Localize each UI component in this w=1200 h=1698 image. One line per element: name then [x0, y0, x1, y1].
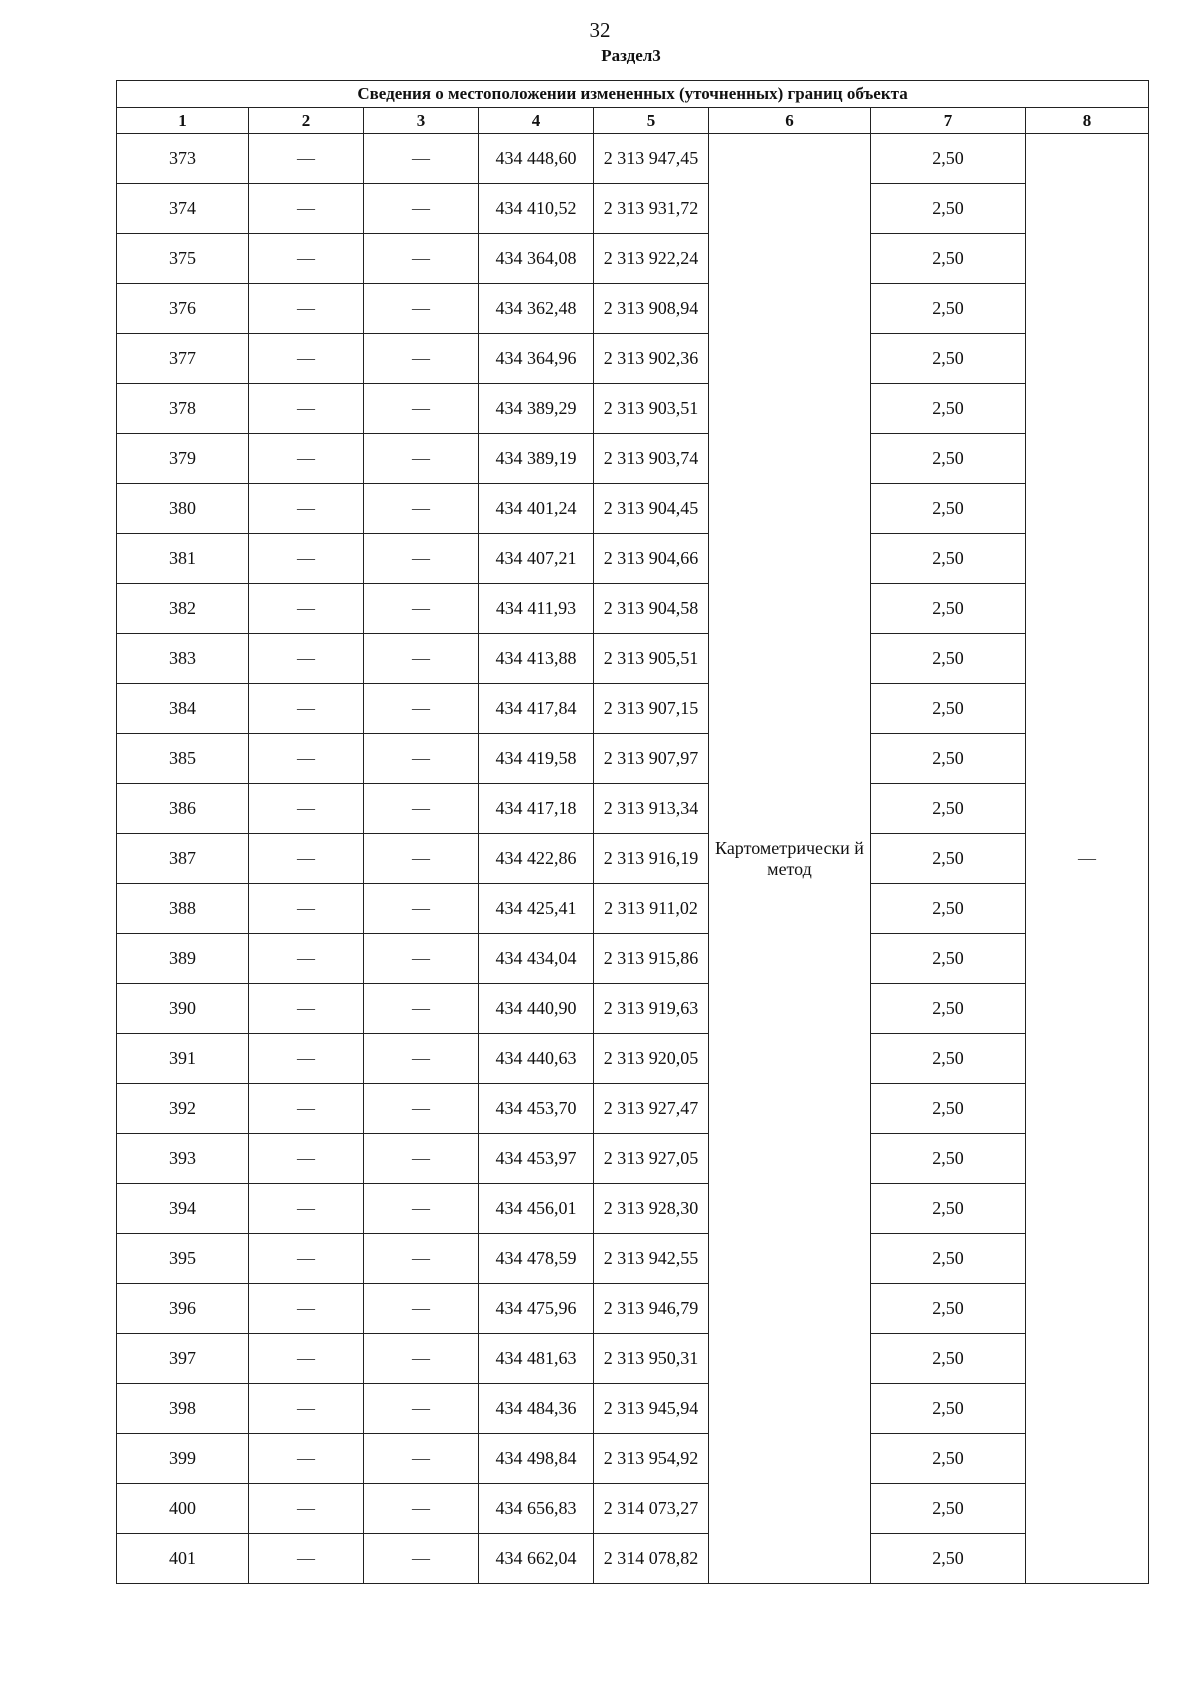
point-number-cell: 373 — [117, 134, 249, 184]
y-coordinate-cell: 2 313 902,36 — [594, 334, 709, 384]
column-3-cell: — — [364, 1284, 479, 1334]
column-number-2: 2 — [249, 108, 364, 134]
column-3-cell: — — [364, 1484, 479, 1534]
point-number-cell: 378 — [117, 384, 249, 434]
table-row — [117, 1334, 1149, 1384]
column-3-cell: — — [364, 1334, 479, 1384]
y-coordinate-cell: 2 313 911,02 — [594, 884, 709, 934]
column-3-cell: — — [364, 1134, 479, 1184]
accuracy-cell: 2,50 — [871, 334, 1026, 384]
column-3-cell: — — [364, 634, 479, 684]
y-coordinate-cell: 2 313 947,45 — [594, 134, 709, 184]
table-row — [117, 134, 1149, 184]
column-3-cell: — — [364, 284, 479, 334]
column-3-cell: — — [364, 1084, 479, 1134]
point-number-cell: 374 — [117, 184, 249, 234]
table-row — [117, 484, 1149, 534]
y-coordinate-cell: 2 313 903,74 — [594, 434, 709, 484]
column-3-cell: — — [364, 534, 479, 584]
x-coordinate-cell: 434 434,04 — [479, 934, 594, 984]
y-coordinate-cell: 2 313 927,47 — [594, 1084, 709, 1134]
column-number-3: 3 — [364, 108, 479, 134]
point-number-cell: 386 — [117, 784, 249, 834]
column-2-cell: — — [249, 884, 364, 934]
column-2-cell: — — [249, 584, 364, 634]
x-coordinate-cell: 434 413,88 — [479, 634, 594, 684]
x-coordinate-cell: 434 481,63 — [479, 1334, 594, 1384]
x-coordinate-cell: 434 453,70 — [479, 1084, 594, 1134]
point-number-cell: 392 — [117, 1084, 249, 1134]
column-number-8: 8 — [1026, 108, 1149, 134]
point-number-cell: 385 — [117, 734, 249, 784]
point-number-cell: 389 — [117, 934, 249, 984]
x-coordinate-cell: 434 662,04 — [479, 1534, 594, 1584]
column-3-cell: — — [364, 1034, 479, 1084]
point-number-cell: 398 — [117, 1384, 249, 1434]
table-caption-row — [117, 81, 1149, 108]
point-number-cell: 387 — [117, 834, 249, 884]
table-row — [117, 234, 1149, 284]
column-number-7: 7 — [871, 108, 1026, 134]
point-number-cell: 400 — [117, 1484, 249, 1534]
column-number-5: 5 — [594, 108, 709, 134]
y-coordinate-cell: 2 313 942,55 — [594, 1234, 709, 1284]
column-2-cell: — — [249, 934, 364, 984]
point-number-cell: 382 — [117, 584, 249, 634]
x-coordinate-cell: 434 475,96 — [479, 1284, 594, 1334]
column-2-cell: — — [249, 684, 364, 734]
accuracy-cell: 2,50 — [871, 634, 1026, 684]
x-coordinate-cell: 434 410,52 — [479, 184, 594, 234]
column-2-cell: — — [249, 1034, 364, 1084]
point-number-cell: 380 — [117, 484, 249, 534]
section-title: Раздел3 — [601, 46, 661, 65]
table-row — [117, 334, 1149, 384]
x-coordinate-cell: 434 417,84 — [479, 684, 594, 734]
column-3-cell: — — [364, 684, 479, 734]
column-3-cell: — — [364, 334, 479, 384]
method-cell: Картометрически й метод — [709, 134, 871, 1584]
y-coordinate-cell: 2 313 904,58 — [594, 584, 709, 634]
accuracy-cell: 2,50 — [871, 284, 1026, 334]
table-row — [117, 634, 1149, 684]
y-coordinate-cell: 2 313 928,30 — [594, 1184, 709, 1234]
accuracy-cell: 2,50 — [871, 1484, 1026, 1534]
y-coordinate-cell: 2 313 907,15 — [594, 684, 709, 734]
x-coordinate-cell: 434 453,97 — [479, 1134, 594, 1184]
column-3-cell: — — [364, 1234, 479, 1284]
y-coordinate-cell: 2 313 946,79 — [594, 1284, 709, 1334]
point-number-cell: 377 — [117, 334, 249, 384]
table-row — [117, 384, 1149, 434]
y-coordinate-cell: 2 313 920,05 — [594, 1034, 709, 1084]
table-row — [117, 1134, 1149, 1184]
accuracy-cell: 2,50 — [871, 184, 1026, 234]
column-2-cell: — — [249, 534, 364, 584]
y-coordinate-cell: 2 313 904,45 — [594, 484, 709, 534]
accuracy-cell: 2,50 — [871, 884, 1026, 934]
accuracy-cell: 2,50 — [871, 584, 1026, 634]
column-3-cell: — — [364, 834, 479, 884]
x-coordinate-cell: 434 478,59 — [479, 1234, 594, 1284]
column-2-cell: — — [249, 1484, 364, 1534]
y-coordinate-cell: 2 313 927,05 — [594, 1134, 709, 1184]
table-caption: Сведения о местоположении измененных (уточненных) границ объекта — [117, 81, 1149, 108]
column-8-cell: — — [1026, 134, 1149, 1584]
x-coordinate-cell: 434 389,29 — [479, 384, 594, 434]
accuracy-cell: 2,50 — [871, 784, 1026, 834]
column-2-cell: — — [249, 284, 364, 334]
accuracy-cell: 2,50 — [871, 1334, 1026, 1384]
x-coordinate-cell: 434 364,08 — [479, 234, 594, 284]
point-number-cell: 376 — [117, 284, 249, 334]
x-coordinate-cell: 434 364,96 — [479, 334, 594, 384]
x-coordinate-cell: 434 417,18 — [479, 784, 594, 834]
column-2-cell: — — [249, 834, 364, 884]
column-2-cell: — — [249, 234, 364, 284]
accuracy-cell: 2,50 — [871, 134, 1026, 184]
table-row — [117, 1034, 1149, 1084]
column-2-cell: — — [249, 1234, 364, 1284]
y-coordinate-cell: 2 313 954,92 — [594, 1434, 709, 1484]
column-number-1: 1 — [117, 108, 249, 134]
accuracy-cell: 2,50 — [871, 1234, 1026, 1284]
y-coordinate-cell: 2 313 931,72 — [594, 184, 709, 234]
accuracy-cell: 2,50 — [871, 484, 1026, 534]
y-coordinate-cell: 2 313 907,97 — [594, 734, 709, 784]
table-row — [117, 984, 1149, 1034]
point-number-cell: 397 — [117, 1334, 249, 1384]
column-3-cell: — — [364, 584, 479, 634]
column-2-cell: — — [249, 384, 364, 434]
point-number-cell: 388 — [117, 884, 249, 934]
point-number-cell: 401 — [117, 1534, 249, 1584]
point-number-cell: 399 — [117, 1434, 249, 1484]
column-3-cell: — — [364, 134, 479, 184]
point-number-cell: 394 — [117, 1184, 249, 1234]
accuracy-cell: 2,50 — [871, 1384, 1026, 1434]
table-row — [117, 1084, 1149, 1134]
point-number-cell: 393 — [117, 1134, 249, 1184]
column-2-cell: — — [249, 434, 364, 484]
accuracy-cell: 2,50 — [871, 1284, 1026, 1334]
page-number: 32 — [589, 18, 611, 42]
column-3-cell: — — [364, 434, 479, 484]
x-coordinate-cell: 434 484,36 — [479, 1384, 594, 1434]
point-number-cell: 391 — [117, 1034, 249, 1084]
y-coordinate-cell: 2 313 913,34 — [594, 784, 709, 834]
x-coordinate-cell: 434 401,24 — [479, 484, 594, 534]
table-row — [117, 734, 1149, 784]
accuracy-cell: 2,50 — [871, 1434, 1026, 1484]
column-2-cell: — — [249, 1534, 364, 1584]
x-coordinate-cell: 434 448,60 — [479, 134, 594, 184]
y-coordinate-cell: 2 314 073,27 — [594, 1484, 709, 1534]
accuracy-cell: 2,50 — [871, 934, 1026, 984]
column-2-cell: — — [249, 1134, 364, 1184]
point-number-cell: 395 — [117, 1234, 249, 1284]
x-coordinate-cell: 434 389,19 — [479, 434, 594, 484]
y-coordinate-cell: 2 313 903,51 — [594, 384, 709, 434]
accuracy-cell: 2,50 — [871, 984, 1026, 1034]
column-2-cell: — — [249, 184, 364, 234]
table-row — [117, 1484, 1149, 1534]
column-3-cell: — — [364, 984, 479, 1034]
accuracy-cell: 2,50 — [871, 684, 1026, 734]
y-coordinate-cell: 2 313 905,51 — [594, 634, 709, 684]
accuracy-cell: 2,50 — [871, 384, 1026, 434]
accuracy-cell: 2,50 — [871, 1034, 1026, 1084]
column-2-cell: — — [249, 1184, 364, 1234]
column-3-cell: — — [364, 934, 479, 984]
column-3-cell: — — [364, 184, 479, 234]
accuracy-cell: 2,50 — [871, 834, 1026, 884]
column-2-cell: — — [249, 784, 364, 834]
x-coordinate-cell: 434 419,58 — [479, 734, 594, 784]
accuracy-cell: 2,50 — [871, 234, 1026, 284]
table-row — [117, 584, 1149, 634]
accuracy-cell: 2,50 — [871, 534, 1026, 584]
column-2-cell: — — [249, 334, 364, 384]
y-coordinate-cell: 2 313 904,66 — [594, 534, 709, 584]
table-row — [117, 1184, 1149, 1234]
column-2-cell: — — [249, 734, 364, 784]
y-coordinate-cell: 2 313 916,19 — [594, 834, 709, 884]
point-number-cell: 381 — [117, 534, 249, 584]
table-row — [117, 884, 1149, 934]
table-row — [117, 1284, 1149, 1334]
column-number-row — [117, 108, 1149, 134]
x-coordinate-cell: 434 425,41 — [479, 884, 594, 934]
accuracy-cell: 2,50 — [871, 1184, 1026, 1234]
point-number-cell: 383 — [117, 634, 249, 684]
table-row — [117, 784, 1149, 834]
y-coordinate-cell: 2 313 908,94 — [594, 284, 709, 334]
boundary-coordinates-table — [116, 80, 1149, 1584]
column-2-cell: — — [249, 134, 364, 184]
column-2-cell: — — [249, 984, 364, 1034]
column-3-cell: — — [364, 1184, 479, 1234]
y-coordinate-cell: 2 313 950,31 — [594, 1334, 709, 1384]
point-number-cell: 375 — [117, 234, 249, 284]
accuracy-cell: 2,50 — [871, 1084, 1026, 1134]
table-row — [117, 1234, 1149, 1284]
column-3-cell: — — [364, 884, 479, 934]
point-number-cell: 396 — [117, 1284, 249, 1334]
table-row — [117, 1434, 1149, 1484]
column-2-cell: — — [249, 484, 364, 534]
x-coordinate-cell: 434 498,84 — [479, 1434, 594, 1484]
y-coordinate-cell: 2 313 919,63 — [594, 984, 709, 1034]
accuracy-cell: 2,50 — [871, 1534, 1026, 1584]
y-coordinate-cell: 2 313 945,94 — [594, 1384, 709, 1434]
x-coordinate-cell: 434 407,21 — [479, 534, 594, 584]
column-3-cell: — — [364, 784, 479, 834]
x-coordinate-cell: 434 422,86 — [479, 834, 594, 884]
column-number-4: 4 — [479, 108, 594, 134]
column-3-cell: — — [364, 1434, 479, 1484]
table-row — [117, 534, 1149, 584]
table-row — [117, 834, 1149, 884]
column-3-cell: — — [364, 234, 479, 284]
column-2-cell: — — [249, 1384, 364, 1434]
accuracy-cell: 2,50 — [871, 734, 1026, 784]
table-row — [117, 434, 1149, 484]
accuracy-cell: 2,50 — [871, 1134, 1026, 1184]
column-3-cell: — — [364, 384, 479, 434]
column-2-cell: — — [249, 1284, 364, 1334]
table-row — [117, 1534, 1149, 1584]
point-number-cell: 384 — [117, 684, 249, 734]
x-coordinate-cell: 434 656,83 — [479, 1484, 594, 1534]
column-3-cell: — — [364, 734, 479, 784]
point-number-cell: 390 — [117, 984, 249, 1034]
column-2-cell: — — [249, 634, 364, 684]
table-row — [117, 1384, 1149, 1434]
column-3-cell: — — [364, 1384, 479, 1434]
table-body — [117, 134, 1149, 1584]
x-coordinate-cell: 434 411,93 — [479, 584, 594, 634]
accuracy-cell: 2,50 — [871, 434, 1026, 484]
column-2-cell: — — [249, 1084, 364, 1134]
x-coordinate-cell: 434 362,48 — [479, 284, 594, 334]
table-row — [117, 684, 1149, 734]
column-3-cell: — — [364, 1534, 479, 1584]
column-2-cell: — — [249, 1334, 364, 1384]
point-number-cell: 379 — [117, 434, 249, 484]
column-3-cell: — — [364, 484, 479, 534]
y-coordinate-cell: 2 314 078,82 — [594, 1534, 709, 1584]
table-row — [117, 934, 1149, 984]
x-coordinate-cell: 434 456,01 — [479, 1184, 594, 1234]
y-coordinate-cell: 2 313 922,24 — [594, 234, 709, 284]
x-coordinate-cell: 434 440,63 — [479, 1034, 594, 1084]
y-coordinate-cell: 2 313 915,86 — [594, 934, 709, 984]
column-2-cell: — — [249, 1434, 364, 1484]
column-number-6: 6 — [709, 108, 871, 134]
table-row — [117, 284, 1149, 334]
x-coordinate-cell: 434 440,90 — [479, 984, 594, 1034]
table-row — [117, 184, 1149, 234]
